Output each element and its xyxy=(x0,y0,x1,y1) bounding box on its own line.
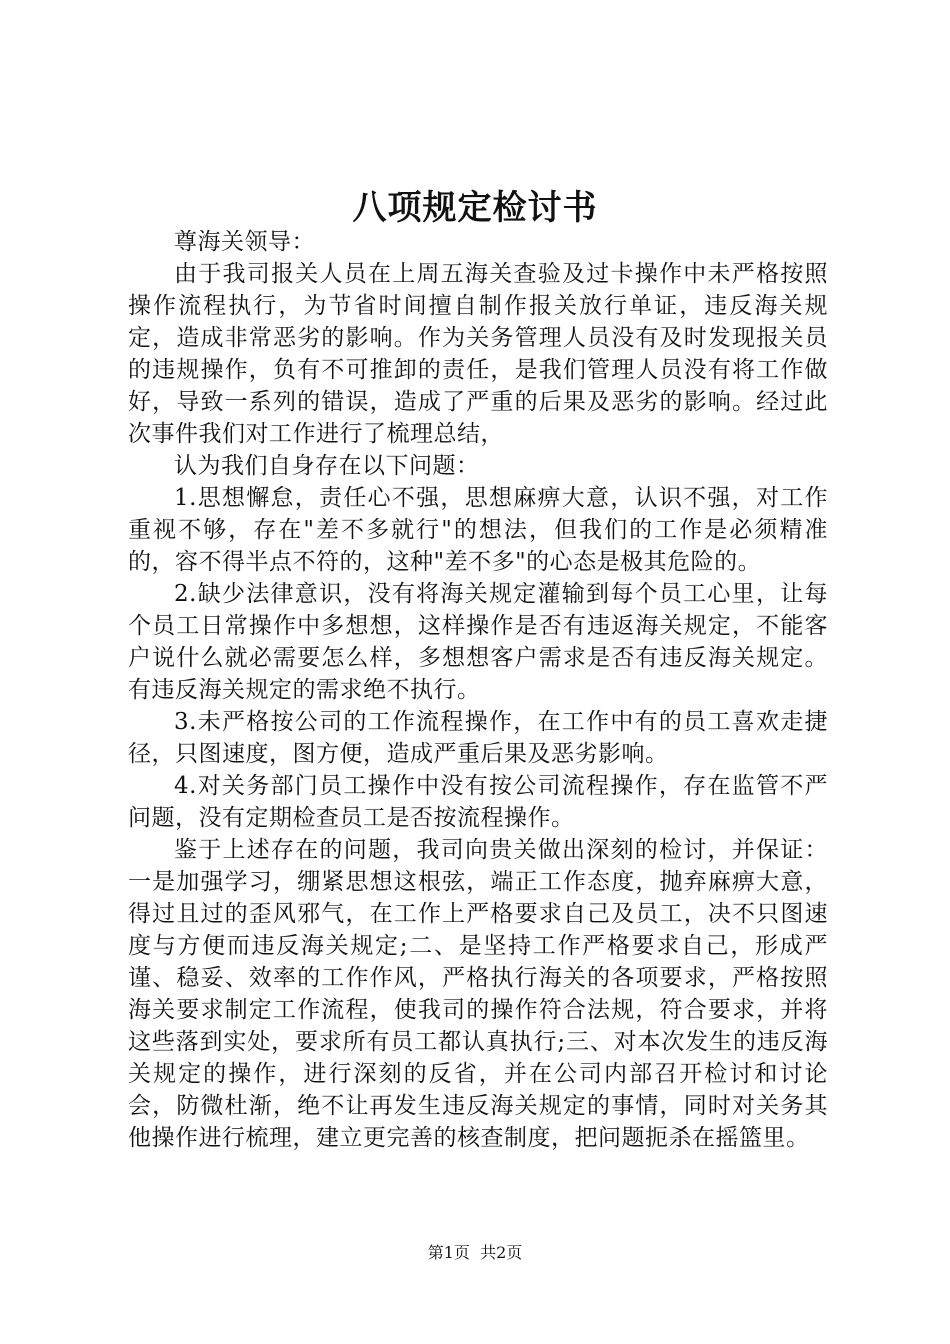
page-footer xyxy=(0,1242,950,1264)
document-body xyxy=(128,226,828,1154)
paragraph-item-1: 1.思想懈怠，责任心不强，思想麻痹大意，认识不强，对工作重视不够，存在"差不多就行"的想法，但我们的工作是必须精准的，容不得半点不符的，这种"差不多"的心态是极其危险的。 xyxy=(128,485,828,575)
page-number-label: 第1页 共2页 xyxy=(427,1243,523,1262)
paragraph-problems-lead: 认为我们自身存在以下问题： xyxy=(174,453,480,479)
paragraph-item-4: 4.对关务部门员工操作中没有按公司流程操作，存在监管不严问题，没有定期检查员工是否按流程操作。 xyxy=(128,773,828,831)
paragraph-item-2: 2.缺少法律意识，没有将海关规定灌输到每个员工心里，让每个员工日常操作中多想想，这样操作是否有违返海关规定，不能客户说什么就必需要怎么样，多想想客户需求是否有违反海关规定。有违反海关规定的需求绝不执行。 xyxy=(128,581,828,703)
salutation: 尊海关领导： xyxy=(174,229,315,255)
paragraph-item-3: 3.未严格按公司的工作流程操作，在工作中有的员工喜欢走捷径，只图速度，图方便，造成严重后果及恶劣影响。 xyxy=(128,709,828,767)
paragraph-commitment: 鉴于上述存在的问题，我司向贵关做出深刻的检讨，并保证：一是加强学习，绷紧思想这根弦，端正工作态度，抛弃麻痹大意，得过且过的歪风邪气，在工作上严格要求自己及员工，决不只图速度与方便而违反海关规定;二、是坚持工作严格要求自己，形成严谨、稳妥、效率的工作作风，严格执行海关的各项要求，严格按照海关要求制定工作流程，使我司的操作符合法规，符合要求，并将这些落到实处，要求所有员工都认真执行;三、对本次发生的违反海关规定的操作，进行深刻的反省，并在公司内部召开检讨和讨论会，防微杜渐，绝不让再发生违反海关规定的事情，同时对关务其他操作进行梳理，建立更完善的核查制度，把问题扼杀在摇篮里。 xyxy=(128,837,828,1151)
document-title: 八项规定检讨书 xyxy=(352,188,598,228)
paragraph-intro: 由于我司报关人员在上周五海关查验及过卡操作中未严格按照操作流程执行，为节省时间擅自制作报关放行单证，违反海关规定，造成非常恶劣的影响。作为关务管理人员没有及时发现报关员的违规操作，负有不可推卸的责任，是我们管理人员没有将工作做好，导致一系列的错误，造成了严重的后果及恶劣的影响。经过此次事件我们对工作进行了梳理总结， xyxy=(128,261,828,447)
